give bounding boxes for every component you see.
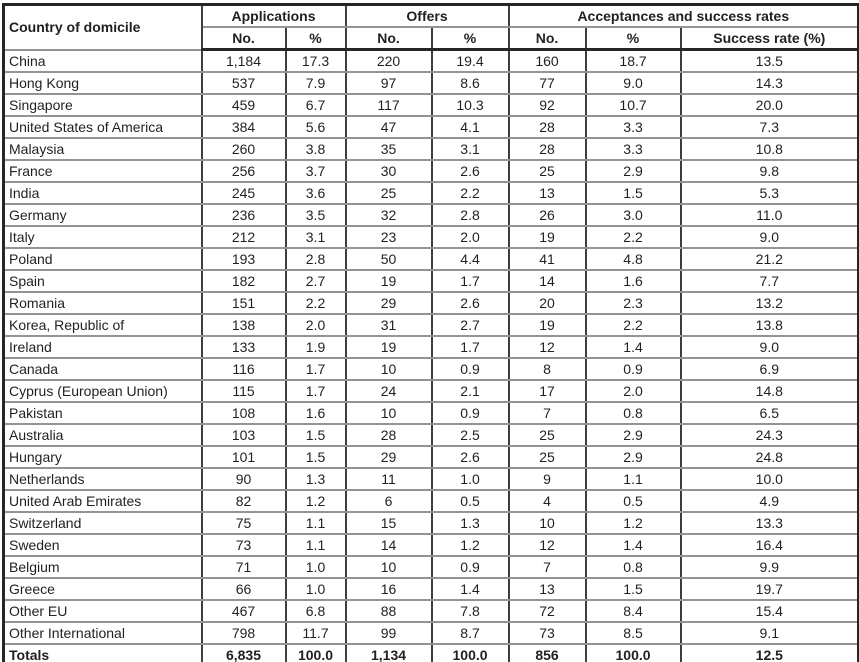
offers-pct-cell: 3.1 [432, 138, 509, 160]
offers-no-cell: 14 [346, 534, 432, 556]
success-rate-cell: 7.7 [681, 270, 859, 292]
totals-offers-pct-cell: 100.0 [432, 644, 509, 662]
acceptances-no-cell: 7 [509, 556, 586, 578]
acceptances-no-cell: 25 [509, 160, 586, 182]
acceptances-pct-cell: 1.2 [586, 512, 681, 534]
applications-pct-cell: 1.3 [286, 468, 346, 490]
success-rate-cell: 4.9 [681, 490, 859, 512]
applications-no-cell: 115 [202, 380, 286, 402]
totals-row [4, 644, 859, 662]
applications-no-cell: 1,184 [202, 50, 286, 73]
acceptances-pct-cell: 1.6 [586, 270, 681, 292]
acceptances-pct-cell: 0.8 [586, 402, 681, 424]
acceptances-pct-cell: 18.7 [586, 50, 681, 73]
success-rate-cell: 14.8 [681, 380, 859, 402]
acceptances-pct-cell: 0.9 [586, 358, 681, 380]
offers-pct-cell: 0.9 [432, 556, 509, 578]
offers-no-cell: 47 [346, 116, 432, 138]
acceptances-pct-cell: 2.0 [586, 380, 681, 402]
offers-pct-cell: 1.7 [432, 336, 509, 358]
acceptances-no-cell: 10 [509, 512, 586, 534]
success-rate-cell: 16.4 [681, 534, 859, 556]
applications-pct-cell: 1.6 [286, 402, 346, 424]
success-rate-cell: 19.7 [681, 578, 859, 600]
offers-no-cell: 35 [346, 138, 432, 160]
applications-pct-cell: 2.8 [286, 248, 346, 270]
acceptances-pct-cell: 2.9 [586, 424, 681, 446]
offers-pct-cell: 10.3 [432, 94, 509, 116]
acceptances-no-cell: 160 [509, 50, 586, 73]
offers-no-cell: 24 [346, 380, 432, 402]
applications-pct-cell: 1.1 [286, 512, 346, 534]
applications-no-cell: 245 [202, 182, 286, 204]
offers-no-cell: 25 [346, 182, 432, 204]
acceptances-no-cell: 19 [509, 314, 586, 336]
table-row [4, 402, 859, 424]
totals-applications-no-cell: 6,835 [202, 644, 286, 662]
applications-no-cell: 537 [202, 72, 286, 94]
column-group-acceptances: Acceptances and success rates [509, 5, 859, 28]
offers-no-cell: 32 [346, 204, 432, 226]
table-row [4, 490, 859, 512]
acceptances-no-cell: 92 [509, 94, 586, 116]
country-cell: Singapore [4, 94, 202, 116]
acceptances-no-cell: 41 [509, 248, 586, 270]
country-cell: Poland [4, 248, 202, 270]
success-rate-cell: 9.9 [681, 556, 859, 578]
column-header-country: Country of domicile [4, 5, 202, 50]
success-rate-cell: 13.2 [681, 292, 859, 314]
acceptances-no-cell: 9 [509, 468, 586, 490]
table-row [4, 336, 859, 358]
country-cell: Italy [4, 226, 202, 248]
applications-pct-cell: 7.9 [286, 72, 346, 94]
applications-no-cell: 193 [202, 248, 286, 270]
offers-no-cell: 15 [346, 512, 432, 534]
applications-pct-cell: 1.7 [286, 358, 346, 380]
table-row [4, 446, 859, 468]
column-header-applications-pct: % [286, 27, 346, 50]
acceptances-pct-cell: 2.3 [586, 292, 681, 314]
offers-pct-cell: 2.7 [432, 314, 509, 336]
applications-no-cell: 101 [202, 446, 286, 468]
applications-no-cell: 133 [202, 336, 286, 358]
success-rate-cell: 9.8 [681, 160, 859, 182]
country-cell: Korea, Republic of [4, 314, 202, 336]
applications-no-cell: 459 [202, 94, 286, 116]
country-cell: United Arab Emirates [4, 490, 202, 512]
offers-pct-cell: 2.6 [432, 160, 509, 182]
column-header-offers-pct: % [432, 27, 509, 50]
table-row [4, 138, 859, 160]
country-cell: Netherlands [4, 468, 202, 490]
applications-pct-cell: 1.5 [286, 446, 346, 468]
acceptances-no-cell: 20 [509, 292, 586, 314]
applications-no-cell: 108 [202, 402, 286, 424]
acceptances-pct-cell: 2.2 [586, 314, 681, 336]
offers-pct-cell: 1.3 [432, 512, 509, 534]
table-row [4, 600, 859, 622]
acceptances-no-cell: 25 [509, 424, 586, 446]
table-row [4, 358, 859, 380]
totals-success-rate-cell: 12.5 [681, 644, 859, 662]
acceptances-pct-cell: 1.4 [586, 534, 681, 556]
country-cell: Canada [4, 358, 202, 380]
offers-no-cell: 6 [346, 490, 432, 512]
offers-pct-cell: 2.5 [432, 424, 509, 446]
column-header-acceptances-no: No. [509, 27, 586, 50]
success-rate-cell: 13.8 [681, 314, 859, 336]
success-rate-cell: 15.4 [681, 600, 859, 622]
offers-pct-cell: 4.1 [432, 116, 509, 138]
offers-no-cell: 99 [346, 622, 432, 644]
country-cell: Greece [4, 578, 202, 600]
applications-no-cell: 73 [202, 534, 286, 556]
table-row [4, 512, 859, 534]
success-rate-cell: 24.8 [681, 446, 859, 468]
table-row [4, 94, 859, 116]
table-row [4, 380, 859, 402]
applications-no-cell: 82 [202, 490, 286, 512]
table-row [4, 116, 859, 138]
offers-no-cell: 88 [346, 600, 432, 622]
applications-pct-cell: 1.5 [286, 424, 346, 446]
totals-offers-no-cell: 1,134 [346, 644, 432, 662]
applications-no-cell: 260 [202, 138, 286, 160]
acceptances-pct-cell: 4.8 [586, 248, 681, 270]
offers-no-cell: 10 [346, 358, 432, 380]
country-cell: Other International [4, 622, 202, 644]
applications-pct-cell: 3.1 [286, 226, 346, 248]
acceptances-no-cell: 73 [509, 622, 586, 644]
offers-pct-cell: 1.4 [432, 578, 509, 600]
applications-pct-cell: 17.3 [286, 50, 346, 73]
acceptances-pct-cell: 8.4 [586, 600, 681, 622]
offers-pct-cell: 0.5 [432, 490, 509, 512]
country-cell: France [4, 160, 202, 182]
success-rate-cell: 9.0 [681, 226, 859, 248]
acceptances-pct-cell: 10.7 [586, 94, 681, 116]
applications-no-cell: 256 [202, 160, 286, 182]
offers-no-cell: 117 [346, 94, 432, 116]
table-row [4, 160, 859, 182]
table-row [4, 292, 859, 314]
column-group-offers: Offers [346, 5, 509, 28]
offers-pct-cell: 2.6 [432, 446, 509, 468]
applications-no-cell: 236 [202, 204, 286, 226]
table-row [4, 72, 859, 94]
country-cell: Malaysia [4, 138, 202, 160]
offers-pct-cell: 1.0 [432, 468, 509, 490]
acceptances-pct-cell: 2.2 [586, 226, 681, 248]
success-rate-cell: 13.3 [681, 512, 859, 534]
offers-no-cell: 31 [346, 314, 432, 336]
offers-no-cell: 29 [346, 446, 432, 468]
success-rate-cell: 20.0 [681, 94, 859, 116]
applications-pct-cell: 6.8 [286, 600, 346, 622]
table-row [4, 556, 859, 578]
success-rate-cell: 7.3 [681, 116, 859, 138]
applications-pct-cell: 1.7 [286, 380, 346, 402]
applications-pct-cell: 1.0 [286, 578, 346, 600]
acceptances-no-cell: 25 [509, 446, 586, 468]
country-cell: Belgium [4, 556, 202, 578]
column-header-success-rate: Success rate (%) [681, 27, 859, 50]
applications-pct-cell: 3.7 [286, 160, 346, 182]
acceptances-pct-cell: 1.1 [586, 468, 681, 490]
applications-pct-cell: 5.6 [286, 116, 346, 138]
success-rate-cell: 6.9 [681, 358, 859, 380]
applications-pct-cell: 2.2 [286, 292, 346, 314]
table-row [4, 204, 859, 226]
offers-pct-cell: 2.1 [432, 380, 509, 402]
country-cell: Sweden [4, 534, 202, 556]
offers-pct-cell: 4.4 [432, 248, 509, 270]
country-cell: Ireland [4, 336, 202, 358]
column-group-applications: Applications [202, 5, 346, 28]
acceptances-no-cell: 13 [509, 578, 586, 600]
applications-pct-cell: 1.2 [286, 490, 346, 512]
acceptances-pct-cell: 3.3 [586, 116, 681, 138]
country-cell: India [4, 182, 202, 204]
success-rate-cell: 14.3 [681, 72, 859, 94]
acceptances-no-cell: 17 [509, 380, 586, 402]
country-cell: China [4, 50, 202, 73]
success-rate-cell: 5.3 [681, 182, 859, 204]
country-cell: Other EU [4, 600, 202, 622]
offers-pct-cell: 7.8 [432, 600, 509, 622]
acceptances-no-cell: 14 [509, 270, 586, 292]
country-cell: Australia [4, 424, 202, 446]
country-cell: Germany [4, 204, 202, 226]
applications-pct-cell: 2.0 [286, 314, 346, 336]
applications-pct-cell: 1.0 [286, 556, 346, 578]
table-row [4, 226, 859, 248]
applications-no-cell: 75 [202, 512, 286, 534]
offers-pct-cell: 19.4 [432, 50, 509, 73]
applications-no-cell: 103 [202, 424, 286, 446]
offers-no-cell: 28 [346, 424, 432, 446]
country-cell: United States of America [4, 116, 202, 138]
acceptances-no-cell: 12 [509, 534, 586, 556]
acceptances-pct-cell: 2.9 [586, 160, 681, 182]
table-row [4, 424, 859, 446]
success-rate-cell: 21.2 [681, 248, 859, 270]
acceptances-pct-cell: 1.5 [586, 182, 681, 204]
success-rate-cell: 10.8 [681, 138, 859, 160]
applications-pct-cell: 3.8 [286, 138, 346, 160]
offers-no-cell: 50 [346, 248, 432, 270]
country-cell: Switzerland [4, 512, 202, 534]
table-row [4, 622, 859, 644]
success-rate-cell: 9.0 [681, 336, 859, 358]
country-cell: Cyprus (European Union) [4, 380, 202, 402]
acceptances-pct-cell: 9.0 [586, 72, 681, 94]
country-cell: Romania [4, 292, 202, 314]
offers-pct-cell: 2.0 [432, 226, 509, 248]
applications-no-cell: 467 [202, 600, 286, 622]
acceptances-pct-cell: 8.5 [586, 622, 681, 644]
column-header-applications-no: No. [202, 27, 286, 50]
applications-pct-cell: 2.7 [286, 270, 346, 292]
acceptances-no-cell: 77 [509, 72, 586, 94]
offers-no-cell: 19 [346, 270, 432, 292]
applications-no-cell: 798 [202, 622, 286, 644]
acceptances-no-cell: 13 [509, 182, 586, 204]
acceptances-no-cell: 19 [509, 226, 586, 248]
offers-no-cell: 16 [346, 578, 432, 600]
table-row [4, 578, 859, 600]
acceptances-pct-cell: 2.9 [586, 446, 681, 468]
totals-applications-pct-cell: 100.0 [286, 644, 346, 662]
offers-pct-cell: 1.7 [432, 270, 509, 292]
offers-no-cell: 10 [346, 402, 432, 424]
acceptances-no-cell: 26 [509, 204, 586, 226]
offers-no-cell: 220 [346, 50, 432, 73]
acceptances-pct-cell: 3.3 [586, 138, 681, 160]
acceptances-no-cell: 4 [509, 490, 586, 512]
applications-no-cell: 116 [202, 358, 286, 380]
success-rate-cell: 6.5 [681, 402, 859, 424]
table-row [4, 534, 859, 556]
applications-pct-cell: 1.1 [286, 534, 346, 556]
table-row [4, 50, 859, 73]
offers-pct-cell: 0.9 [432, 402, 509, 424]
offers-no-cell: 10 [346, 556, 432, 578]
applications-no-cell: 212 [202, 226, 286, 248]
offers-pct-cell: 8.6 [432, 72, 509, 94]
acceptances-no-cell: 28 [509, 116, 586, 138]
totals-acceptances-pct-cell: 100.0 [586, 644, 681, 662]
success-rate-cell: 9.1 [681, 622, 859, 644]
column-header-offers-no: No. [346, 27, 432, 50]
table-row [4, 248, 859, 270]
domicile-statistics-table [2, 3, 859, 662]
applications-pct-cell: 6.7 [286, 94, 346, 116]
offers-no-cell: 29 [346, 292, 432, 314]
applications-no-cell: 384 [202, 116, 286, 138]
acceptances-pct-cell: 0.5 [586, 490, 681, 512]
offers-no-cell: 97 [346, 72, 432, 94]
country-cell: Hong Kong [4, 72, 202, 94]
acceptances-pct-cell: 0.8 [586, 556, 681, 578]
totals-label-cell: Totals [4, 644, 202, 662]
applications-no-cell: 90 [202, 468, 286, 490]
offers-no-cell: 19 [346, 336, 432, 358]
acceptances-no-cell: 72 [509, 600, 586, 622]
success-rate-cell: 13.5 [681, 50, 859, 73]
applications-no-cell: 71 [202, 556, 286, 578]
acceptances-no-cell: 7 [509, 402, 586, 424]
applications-pct-cell: 11.7 [286, 622, 346, 644]
table-row [4, 182, 859, 204]
offers-pct-cell: 1.2 [432, 534, 509, 556]
applications-pct-cell: 3.6 [286, 182, 346, 204]
success-rate-cell: 11.0 [681, 204, 859, 226]
acceptances-pct-cell: 3.0 [586, 204, 681, 226]
country-cell: Spain [4, 270, 202, 292]
country-cell: Pakistan [4, 402, 202, 424]
column-header-acceptances-pct: % [586, 27, 681, 50]
offers-pct-cell: 2.8 [432, 204, 509, 226]
applications-no-cell: 151 [202, 292, 286, 314]
table-row [4, 270, 859, 292]
applications-pct-cell: 1.9 [286, 336, 346, 358]
table-row [4, 314, 859, 336]
success-rate-cell: 24.3 [681, 424, 859, 446]
offers-no-cell: 23 [346, 226, 432, 248]
offers-pct-cell: 0.9 [432, 358, 509, 380]
offers-no-cell: 11 [346, 468, 432, 490]
acceptances-pct-cell: 1.5 [586, 578, 681, 600]
applications-no-cell: 66 [202, 578, 286, 600]
applications-pct-cell: 3.5 [286, 204, 346, 226]
offers-pct-cell: 2.2 [432, 182, 509, 204]
acceptances-no-cell: 12 [509, 336, 586, 358]
totals-acceptances-no-cell: 856 [509, 644, 586, 662]
acceptances-pct-cell: 1.4 [586, 336, 681, 358]
country-cell: Hungary [4, 446, 202, 468]
acceptances-no-cell: 8 [509, 358, 586, 380]
group-header-row [4, 5, 859, 28]
applications-no-cell: 138 [202, 314, 286, 336]
success-rate-cell: 10.0 [681, 468, 859, 490]
acceptances-no-cell: 28 [509, 138, 586, 160]
offers-pct-cell: 8.7 [432, 622, 509, 644]
offers-pct-cell: 2.6 [432, 292, 509, 314]
table-body [4, 50, 859, 662]
table-row [4, 468, 859, 490]
applications-no-cell: 182 [202, 270, 286, 292]
offers-no-cell: 30 [346, 160, 432, 182]
